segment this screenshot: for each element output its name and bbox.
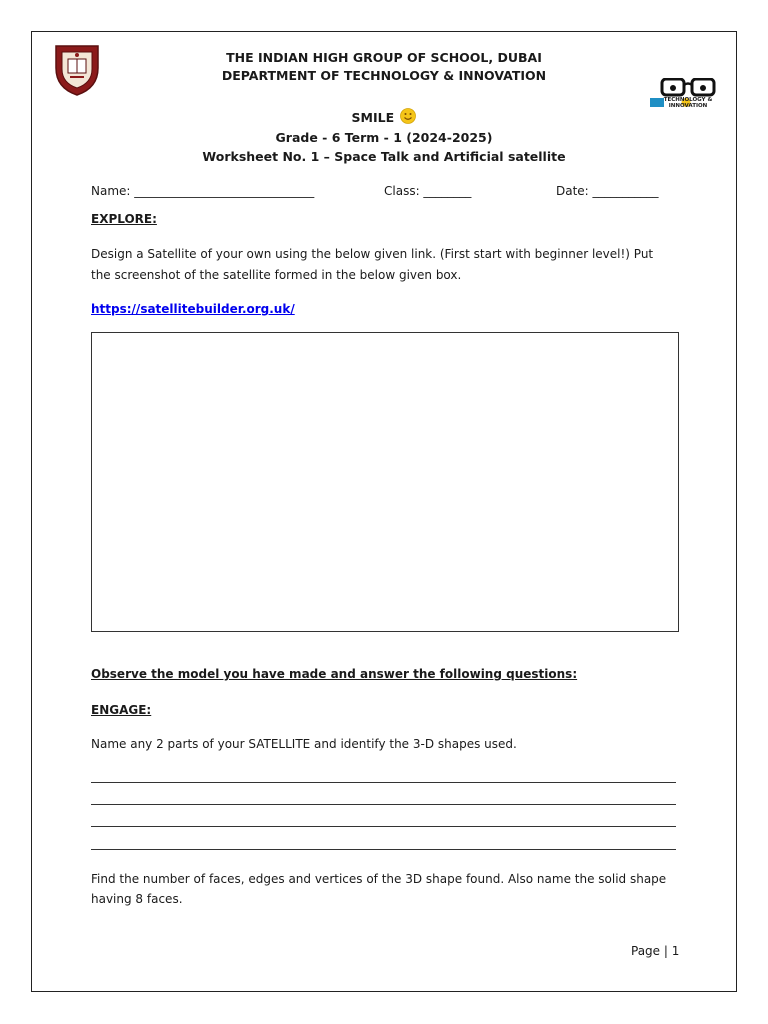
class-field[interactable]: Class: ________: [384, 184, 472, 198]
answer-line[interactable]: [91, 782, 676, 783]
page-number: Page | 1: [631, 944, 680, 958]
engage-question-2-line-2: having 8 faces.: [91, 892, 183, 906]
worksheet-title: Worksheet No. 1 – Space Talk and Artificial satellite: [202, 149, 566, 164]
date-field[interactable]: Date: ___________: [556, 184, 659, 198]
engage-question-2-line-1: Find the number of faces, edges and vertices of the 3D shape found. Also name the solid shape: [91, 872, 667, 886]
answer-line[interactable]: [91, 849, 676, 850]
explore-instruction-2: the screenshot of the satellite formed in the below given box.: [91, 268, 462, 282]
school-name: THE INDIAN HIGH GROUP OF SCHOOL, DUBAI: [226, 50, 542, 65]
screenshot-box[interactable]: [91, 332, 679, 632]
smile-title: [0, 108, 768, 125]
smile-label: SMILE: [351, 110, 395, 125]
department-name: DEPARTMENT OF TECHNOLOGY & INNOVATION: [221, 68, 547, 83]
explore-heading: EXPLORE:: [91, 212, 157, 226]
satellite-builder-link[interactable]: https://satellitebuilder.org.uk/: [91, 302, 295, 316]
engage-heading: ENGAGE:: [91, 703, 152, 717]
observe-heading: Observe the model you have made and answer the following questions:: [91, 667, 578, 681]
grade-term: Grade - 6 Term - 1 (2024-2025): [275, 130, 493, 145]
engage-question-1: Name any 2 parts of your SATELLITE and identify the 3-D shapes used.: [91, 737, 517, 751]
smiley-icon: [400, 108, 416, 124]
answer-line[interactable]: [91, 804, 676, 805]
name-field[interactable]: Name: ______________________________: [91, 184, 315, 198]
answer-line[interactable]: [91, 826, 676, 827]
logo-text: TECHNOLOGY & INNOVATION: [663, 97, 713, 109]
explore-instruction-1: Design a Satellite of your own using the below given link. (First start with beginner level!) Put: [91, 247, 654, 261]
